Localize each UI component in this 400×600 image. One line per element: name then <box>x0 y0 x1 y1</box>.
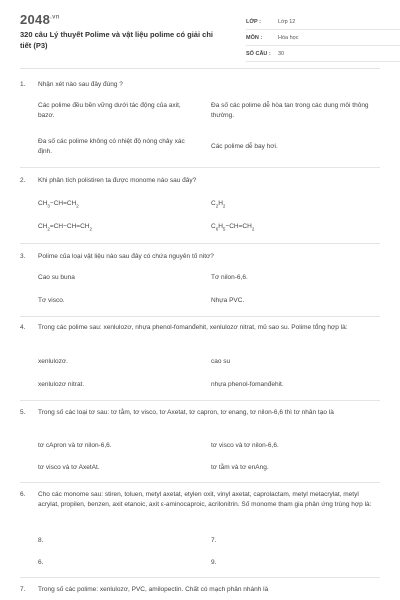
logo-suffix: .vn <box>50 14 60 21</box>
info-label: SỐ CÂU : <box>246 50 271 57</box>
formula-text: $C_2H_2$ <box>211 200 226 209</box>
divider <box>20 243 380 244</box>
option-5b[interactable]: tơ visco và tơ nilon-6,6. <box>211 442 279 449</box>
option-5c[interactable]: tơ visco và tơ AxetAt. <box>38 464 100 471</box>
divider <box>20 577 380 578</box>
question-1 <box>20 80 380 90</box>
question-number: 3. <box>20 253 26 260</box>
option-2a[interactable] <box>38 199 79 211</box>
option-6c[interactable]: 6. <box>38 559 44 566</box>
info-row-class <box>246 14 400 30</box>
question-5 <box>20 408 380 418</box>
option-1a[interactable]: Các polime đều bền vững dưới tác động của axit, bazơ. <box>38 102 181 119</box>
question-6 <box>20 490 380 510</box>
option-3a[interactable]: Cao su buna <box>38 274 75 281</box>
option-5a[interactable]: tơ cApron và tơ nilon-6,6. <box>38 442 112 449</box>
info-value: Lớp 12 <box>278 18 296 25</box>
question-number: 5. <box>20 409 26 416</box>
option-3d[interactable]: Nhựa PVC. <box>211 297 245 304</box>
question-number: 6. <box>20 491 26 498</box>
question-7 <box>20 585 380 595</box>
info-label: LỚP : <box>246 18 261 25</box>
info-row-subject <box>246 30 400 46</box>
info-value: 30 <box>278 50 285 57</box>
question-text: Trong số các loại tơ sau: tơ tằm, tơ visco, tơ Axetat, tơ capron, tơ enang, tơ nilon-6,6 thì tơ nhân tạo là <box>38 409 334 416</box>
question-text: Polime của loại vật liệu nào sau đây có chứa nguyên tố nitơ? <box>38 253 214 260</box>
formula-text: $CH_2=CH-CH=CH_2$ <box>38 223 92 232</box>
question-text: Nhận xét nào sau đây đúng ? <box>38 81 123 88</box>
option-2b[interactable] <box>211 199 225 211</box>
option-1b[interactable]: Đa số các polime dễ hòa tan trong các dung môi thông thường. <box>211 102 369 119</box>
info-value: Hóa học <box>278 34 299 41</box>
option-6a[interactable]: 8. <box>38 537 44 544</box>
divider <box>20 68 380 69</box>
site-logo[interactable] <box>20 12 60 27</box>
question-2 <box>20 176 380 186</box>
option-4d[interactable]: nhựa phenol-fomanđehit. <box>211 381 284 388</box>
option-6d[interactable]: 9. <box>211 559 217 566</box>
logo-text: 2048 <box>20 12 51 27</box>
option-3b[interactable]: Tơ nilon-6,6. <box>211 274 248 281</box>
divider <box>20 400 380 401</box>
formula-text: $CH_3-CH=CH_2$ <box>38 200 79 209</box>
question-text: Cho các monome sau: stiren, toluen, metyl axetat, etylen oxit, vinyl axetat, caprolactam, metyl metacrylat, metyl acrylat, propilen, benzen, axit etanoic, axit ε-aminocaproic, acrilonitrin. Số monome tham gia phản ứng trùng hợp là: <box>38 491 372 508</box>
header <box>20 12 380 70</box>
option-1c[interactable]: Đa số các polime không có nhiệt độ nóng chảy xác định. <box>38 138 185 155</box>
info-label: MÔN : <box>246 34 263 41</box>
question-number: 1. <box>20 81 26 88</box>
page-title: 320 câu Lý thuyết Polime và vật liệu polime có giải chi tiết (P3) <box>20 30 213 50</box>
question-number: 7. <box>20 586 26 593</box>
divider <box>20 482 380 483</box>
info-row-count <box>246 46 400 62</box>
option-5d[interactable]: tơ tằm và tơ enAng. <box>211 464 269 471</box>
option-2c[interactable] <box>38 222 92 234</box>
formula-text: $C_6H_5-CH=CH_2$ <box>211 223 255 232</box>
option-2d[interactable] <box>211 222 254 234</box>
option-1d[interactable]: Các polime dễ bay hơi. <box>211 143 278 150</box>
question-text: Trong số các polime: xenlulozơ, PVC, amilopectin. Chất có mạch phân nhánh là <box>38 586 269 593</box>
divider <box>20 316 380 317</box>
info-table <box>246 14 400 62</box>
divider <box>20 167 380 168</box>
question-4 <box>20 323 380 333</box>
option-4b[interactable]: cao su <box>211 358 231 365</box>
option-4a[interactable]: xenlulozơ. <box>38 358 68 365</box>
option-6b[interactable]: 7. <box>211 537 217 544</box>
question-3 <box>20 252 380 262</box>
question-number: 2. <box>20 177 26 184</box>
question-text: Trong các polime sau: xenlulozơ, nhựa phenol-fomanđehit, xenlulozơ nitrat, mủ sao su. Polime tổng hợp là: <box>38 324 348 331</box>
option-4c[interactable]: xenlulozơ nitrat. <box>38 381 85 388</box>
question-number: 4. <box>20 324 26 331</box>
question-text: Khi phân tích polistiren ta được monome nào sau đây? <box>38 177 197 184</box>
option-3c[interactable]: Tơ visco. <box>38 297 65 304</box>
